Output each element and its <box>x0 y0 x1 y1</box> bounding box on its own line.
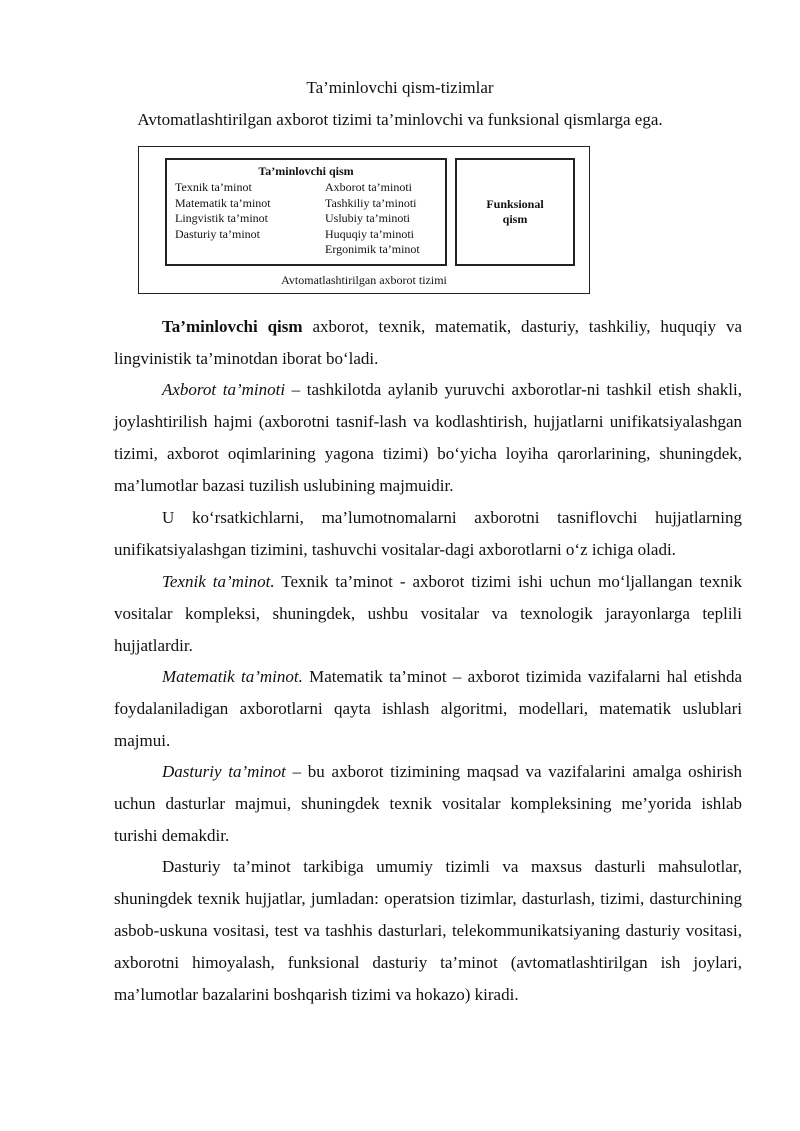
list-item: Lingvistik ta’minot <box>175 211 268 225</box>
list-item: Huquqiy ta’minoti <box>325 226 414 241</box>
list-item: Tashkiliy ta’minoti <box>325 195 417 210</box>
providing-right-list <box>325 180 420 258</box>
paragraph-software-composition <box>114 851 742 1011</box>
paragraph-information-support <box>114 374 742 502</box>
term-italic: Matematik ta’minot. <box>162 667 303 686</box>
paragraph-text: Matematik ta’minot – axborot tizimida vazifalarni hal etishda foydalaniladigan axborotlarni qayta ishlash algoritmi, modellari, matematik uslublari majmui. <box>114 667 742 750</box>
paragraph-indicators <box>114 502 742 566</box>
paragraph-text: U ko‘rsatkichlarni, ma’lumotnomalarni axborotni tasniflovchi hujjatlarning unifikatsiyalashgan tizimini, tashuvchi vositalar-dagi axborotlarni o‘z ichiga oladi. <box>114 508 742 559</box>
term-italic: Axborot ta’minoti <box>162 380 286 399</box>
list-item: Ergonimik ta’minot <box>325 242 420 256</box>
paragraph-text: Dasturiy ta’minot tarkibiga umumiy tizimli va maxsus dasturli mahsulotlar, shuningdek texnik hujjatlar, jumladan: operatsion tizimlar, dasturlash, tizimi, dasturchining asbob-uskuna vositasi, test va tashhis dasturlari, telekommunikatsiyaning dasturiy vositasi, axborotni himoyalash, funksional dasturiy ta’minot (avtomatlashtirilgan ish joylari, ma’lumotlar bazalarini boshqarish tizimi va hokazo) kiradi. <box>114 857 742 1004</box>
paragraph-providing-part <box>114 311 742 375</box>
providing-part-title: Ta’minlovchi qism <box>258 164 354 178</box>
list-item: Axborot ta’minoti <box>325 180 412 194</box>
diagram-caption: Avtomatlashtirilgan axborot tizimi <box>281 273 447 287</box>
term-bold: Ta’minlovchi qism <box>162 317 303 336</box>
functional-part-label-1: Funksional <box>486 197 544 211</box>
list-item: Dasturiy ta’minot <box>175 226 260 241</box>
paragraph-text: axborot, texnik, matematik, dasturiy, tashkiliy, huquqiy va lingvinistik ta’minotdan iborat bo‘ladi. <box>114 317 742 368</box>
paragraph-mathematical-support <box>114 661 742 757</box>
list-item: Matematik ta’minot <box>175 195 271 210</box>
intro-sentence: Avtomatlashtirilgan axborot tizimi ta’minlovchi va funksional qismlarga ega. <box>137 110 663 129</box>
functional-part-box <box>455 158 575 266</box>
paragraph-text: Texnik ta’minot - axborot tizimi ishi uchun mo‘ljallangan texnik vositalar kompleksi, shuningdek, ushbu vositalar va texnologik jarayonlarga teplili hujjatlardir. <box>114 572 742 655</box>
providing-left-list <box>175 180 271 242</box>
list-item: Uslubiy ta’minoti <box>325 211 410 225</box>
paragraph-technical-support <box>114 566 742 662</box>
functional-part-label-2: qism <box>502 212 528 226</box>
list-item: Texnik ta’minot <box>175 180 252 194</box>
paragraph-text: – bu axborot tizimining maqsad va vazifalarini amalga oshirish uchun dasturlar majmui, shuningdek texnik vositalar kompleksining me’yorida ishlab turishi demakdir. <box>114 762 743 845</box>
term-italic: Texnik ta’minot. <box>162 572 275 591</box>
structure-diagram <box>138 146 590 294</box>
providing-part-box <box>165 158 447 266</box>
term-italic: Dasturiy ta’minot <box>162 762 286 781</box>
section-title: Ta’minlovchi qism-tizimlar <box>306 78 494 97</box>
paragraph-text: – tashkilotda aylanib yuruvchi axborotlar-ni tashkil etish shakli, joylashtirilish hajmi (axborotni tasnif-lash va kodlashtirish, hujjatlarni unifikatsiyalashgan tizimi, axborot oqimlarining yagona tizimi) bo‘yicha loyiha qarorlarining, shuningdek, ma’lumotlar bazasi tuzilish uslubining majmuidir. <box>114 380 743 495</box>
paragraph-software-support <box>114 756 742 852</box>
